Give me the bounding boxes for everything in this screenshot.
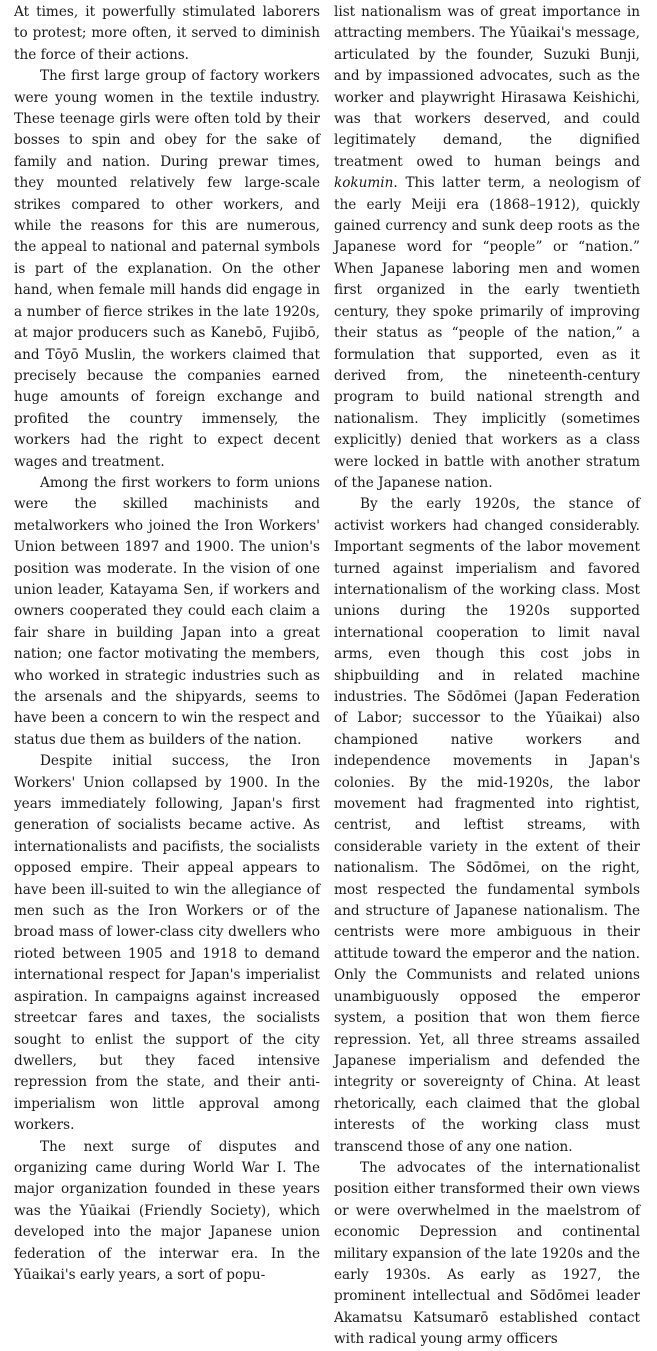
paragraph: Despite initial success, the Iron Workers' Union collapsed by 1900. In the years immediately following, Japan's first generation of socialists became active. As internationalists and pacifists, the socialists opposed empire. Their appeal appears to have been ill-suited to win the allegiance of men such as the Iron Workers or of the broad mass of lower-class city dwellers who rioted between 1905 and 1918 to demand international respect for Japan's imperialist aspiration. In campaigns against increased streetcar fares and taxes, the socialists sought to enlist the support of the city dwellers, but they faced intensive repression from the state, and their anti-imperialism won little approval among workers. xyxy=(14,753,320,1134)
paragraph-text: . This latter term, a neologism of the early Meiji era (1868–1912), quickly gained currency and sunk deep roots as the Japanese word for “people” or “nation.” When Japanese laboring men and women first organized in the early twentieth century, they spoke primarily of improving their status as “people of the nation,” a formulation that supported, even as it derived from, the nineteenth-century program to build national strength and nationalism. They implicitly (sometimes explicitly) denied that workers as a class were locked in battle with another stratum of the Japanese nation. xyxy=(334,175,640,491)
paragraph: At times, it powerfully stimulated laborers to protest; more often, it served to diminish the force of their actions. xyxy=(14,4,320,63)
paragraph: The advocates of the internationalist position either transformed their own views or were overwhelmed in the maelstrom of economic Depression and continental military expansion of the late 1920s and the early 1930s. As early as 1927, the prominent intellectual and Sōdōmei leader Akamatsu Katsumarō established contact with radical young army officers xyxy=(334,1159,640,1348)
paragraph: The first large group of factory workers were young women in the textile industry. These teenage girls were often told by their bosses to spin and obey for the sake of family and nation. During prewar times, they mounted relatively few large-scale strikes compared to other workers, and while the reasons for this are numerous, the appeal to national and paternal symbols is part of the explanation. On the other hand, when female mill hands did engage in a number of fierce strikes in the late 1920s, at major producers such as Kanebō, Fujibō, and Tōyō Muslin, the workers claimed that precisely because the companies earned huge amounts of foreign exchange and profited the country immensely, the workers had the right to expect decent wages and treatment. xyxy=(14,68,320,470)
paragraph: Among the first workers to form unions were the skilled machinists and metalworkers who joined the Iron Workers' Union between 1897 and 1900. The union's position was moderate. In the vision of one union leader, Katayama Sen, if workers and owners cooperated they could each claim a fair share in building Japan into a great nation; one factor motivating the members, who worked in strategic industries such as the arsenals and the shipyards, seems to have been a concern to win the respect and status due them as builders of the nation. xyxy=(14,474,320,748)
left-column xyxy=(14,2,320,1283)
paragraph: By the early 1920s, the stance of activist workers had changed considerably. Important segments of the labor movement turned against imperialism and favored internationalism of the working class. Most unions during the 1920s supported international cooperation to limit naval arms, even though this cost jobs in shipbuilding and in related machine industries. The Sōdōmei (Japan Federation of Labor; successor to the Yūaikai) also championed native workers and independence movements in Japan's colonies. By the mid-1920s, the labor movement had fragmented into rightist, centrist, and leftist streams, with considerable variety in the extent of their nationalism. The Sōdōmei, on the right, most respected the fundamental symbols and structure of Japanese nationalism. The centrists were more ambiguous in their attitude toward the emperor and the nation. Only the Communists and related unions unambiguously opposed the emperor system, a position that won them fierce repression. Yet, all three streams assailed Japanese imperialism and defended the integrity or sovereignty of China. At least rhetorically, each claimed that the global interests of the working class must transcend those of any one nation. xyxy=(334,496,640,1155)
italic-term: kokumin xyxy=(334,175,394,192)
paragraph-text: list nationalism was of great importance in attracting members. The Yūaikai's message, articulated by the founder, Suzuki Bunji, and by impassioned advocates, such as the worker and playwright Hirasawa Keishichi, was that workers deserved, and could legitimately demand, the dignified treatment owed to human beings and xyxy=(334,4,640,170)
paragraph xyxy=(334,2,640,494)
paragraph: The next surge of disputes and organizing came during World War I. The major organization founded in these years was the Yūaikai (Friendly Society), which developed into the major Japanese union federation of the interwar era. In the Yūaikai's early years, a sort of popu- xyxy=(14,1138,320,1283)
right-column xyxy=(334,2,640,1348)
